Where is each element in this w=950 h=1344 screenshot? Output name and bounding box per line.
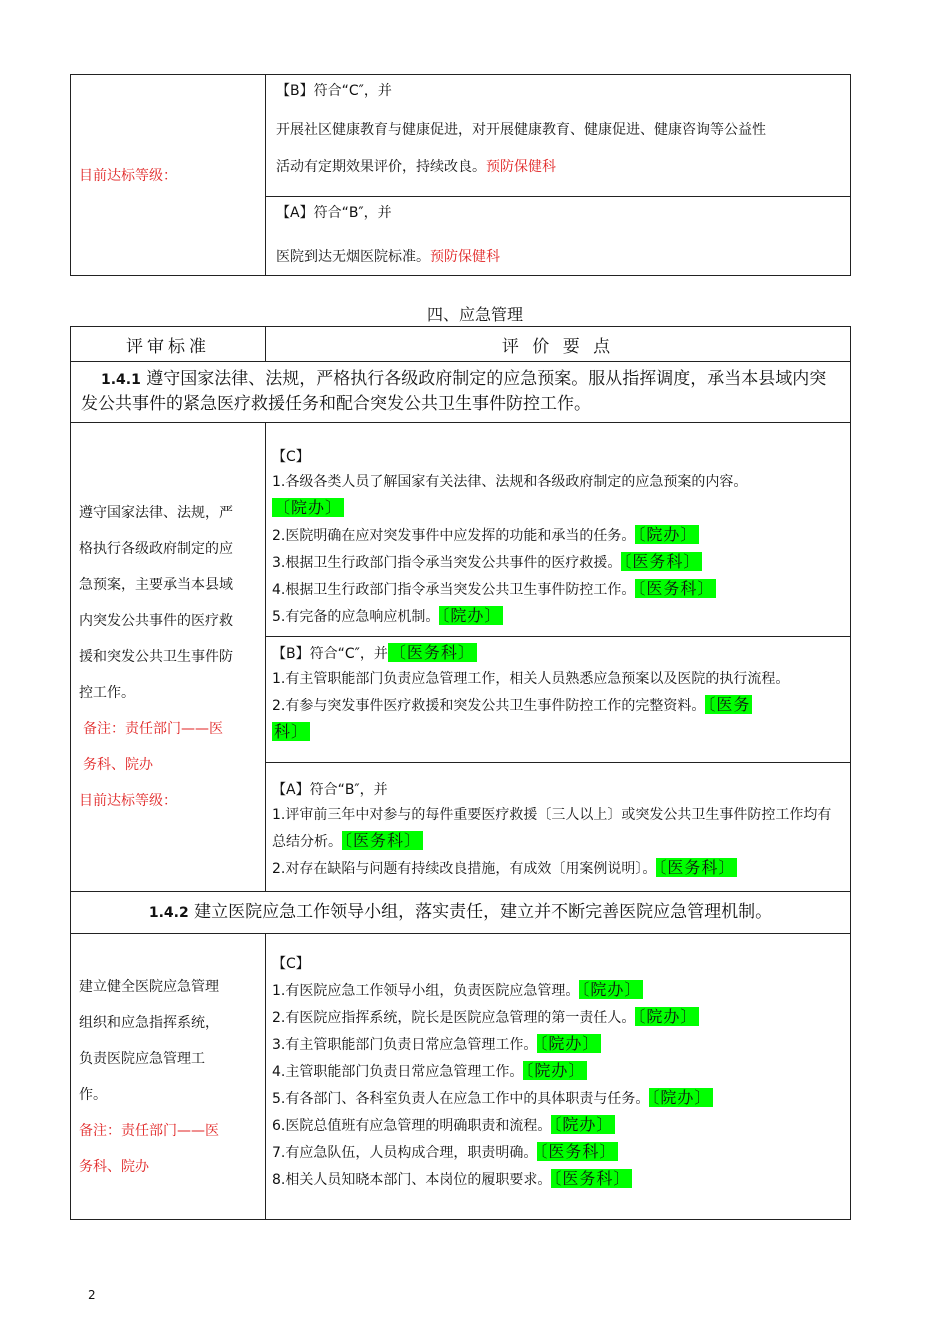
s141-left-line: 格执行各级政府制定的应	[79, 541, 233, 557]
s142-note: 备注：责任部门——医	[79, 1122, 219, 1139]
dept-tag: 〔医务科〕	[389, 643, 475, 662]
c-item: 3.根据卫生行政部门指令承当突发公共事件的医疗救援。	[272, 555, 622, 571]
page-number: 2	[88, 1288, 96, 1302]
top-b-line2: 活动有定期效果评价，持续改良。	[276, 159, 486, 175]
s141-left-line: 内突发公共事件的医疗救	[79, 613, 233, 629]
s141-b-cell	[266, 637, 851, 763]
dept-tag: 〔院办〕	[274, 498, 343, 517]
dept-tag: 〔医务科〕	[539, 1142, 617, 1161]
c-header: 【C】	[272, 449, 310, 465]
a-header: 【A】符合“B″，并	[272, 782, 388, 798]
c-item: 5.有完备的应急响应机制。	[272, 609, 440, 625]
s142-left-line: 组织和应急指挥系统，	[79, 1014, 219, 1031]
top-b-header: 【B】符合“C″，并	[276, 83, 392, 99]
standard-number: 1.4.1	[101, 372, 141, 388]
c-item: 2.有医院应指挥系统，院长是医院应急管理的第一责任人。	[272, 1010, 636, 1026]
col-header-standard: 评审标准	[71, 327, 266, 362]
c-item: 6.医院总值班有应急管理的明确职责和流程。	[272, 1118, 552, 1134]
s141-c-cell	[266, 423, 851, 637]
s142-c-cell	[266, 934, 851, 1220]
top-a-header: 【A】符合“B″，并	[276, 205, 392, 221]
dept-tag: 〔院办〕	[651, 1088, 712, 1107]
c-item: 7.有应急队伍，人员构成合理，职责明确。	[272, 1145, 538, 1161]
level-cell	[71, 75, 266, 276]
col-header-points: 评 价 要 点	[266, 327, 851, 362]
s141-note: 备注：责任部门——医	[83, 721, 223, 737]
c-item: 8.相关人员知晓本部门、本岗位的履职要求。	[272, 1172, 552, 1188]
dept-tag: 〔院办〕	[637, 1007, 698, 1026]
c-item: 5.有各部门、各科室负责人在应急工作中的具体职责与任务。	[272, 1091, 650, 1107]
dept-tag: 〔医务	[707, 695, 751, 714]
standard-text: 遵守国家法律、法规，严格执行各级政府制定的应急预案。服从指挥调度，承当本县域内突发公共事件的紧急医疗救援任务和配合突发公共卫生事件防控工作。	[81, 369, 827, 414]
c-header: 【C】	[272, 956, 310, 972]
level-label: 目前达标等级：	[79, 168, 177, 184]
top-a-line1: 医院到达无烟医院标准。	[276, 249, 430, 265]
standard-number: 1.4.2	[148, 905, 189, 921]
dept-tag: 〔医务科〕	[553, 1169, 631, 1188]
s142-left-line: 建立健全医院应急管理	[79, 978, 219, 995]
standard-text: 建立医院应急工作领导小组，落实责任，建立并不断完善医院应急管理机制。	[194, 902, 773, 922]
s141-note: 务科、院办	[83, 757, 153, 773]
c-item: 3.有主管职能部门负责日常应急管理工作。	[272, 1037, 538, 1053]
dept-tag: 〔医务科〕	[344, 831, 422, 850]
main-table	[70, 326, 851, 1220]
standard-1-4-2	[71, 892, 851, 934]
dept-tag: 〔院办〕	[553, 1115, 614, 1134]
dept-tag: 〔院办〕	[581, 980, 642, 999]
c-item: 4.主管职能部门负责日常应急管理工作。	[272, 1064, 524, 1080]
s142-note: 务科、院办	[79, 1158, 149, 1175]
b-header: 【B】符合“C″，并	[272, 646, 388, 662]
standard-1-4-1	[71, 362, 851, 423]
a-item: 2.对存在缺陷与问题有持续改良措施，有成效〔用案例说明〕。	[272, 861, 657, 877]
dept-tag: 〔医务科〕	[623, 552, 701, 571]
top-a-dept: 预防保健科	[430, 249, 500, 265]
dept-tag: 〔院办〕	[525, 1061, 586, 1080]
b-item: 2.有参与突发事件医疗救援和突发公共卫生事件防控工作的完整资料。	[272, 698, 706, 714]
s141-left-line: 援和突发公共卫生事件防	[79, 649, 233, 665]
top-b-dept: 预防保健科	[486, 159, 556, 175]
a-item: 1.评审前三年中对参与的每件重要医疗救援〔三人以上〕或突发公共卫生事件防控工作均有总结分析。	[272, 807, 832, 850]
b-item: 1.有主管职能部门负责应急管理工作，相关人员熟悉应急预案以及医院的执行流程。	[272, 671, 790, 687]
s141-left-line: 遵守国家法律、法规，严	[79, 505, 233, 521]
c-item: 1.各级各类人员了解国家有关法律、法规和各级政府制定的应急预案的内容。	[272, 474, 748, 490]
s141-a-cell	[266, 763, 851, 892]
s141-left-cell	[71, 423, 266, 892]
s141-left-line: 控工作。	[79, 685, 135, 701]
top-a-cell	[266, 197, 851, 276]
s141-left-line: 急预案，主要承当本县域	[79, 577, 233, 593]
c-item: 1.有医院应急工作领导小组，负责医院应急管理。	[272, 983, 580, 999]
dept-tag: 科〕	[274, 722, 309, 741]
dept-tag: 〔医务科〕	[658, 858, 736, 877]
dept-tag: 〔院办〕	[441, 606, 502, 625]
c-item: 2.医院明确在应对突发事件中应发挥的功能和承当的任务。	[272, 528, 636, 544]
section-title: 四、应急管理	[426, 305, 523, 324]
c-item: 4.根据卫生行政部门指令承当突发公共卫生事件防控工作。	[272, 582, 636, 598]
dept-tag: 〔医务科〕	[637, 579, 715, 598]
top-table	[70, 74, 851, 276]
top-b-line1: 开展社区健康教育与健康促进，对开展健康教育、健康促进、健康咨询等公益性	[276, 122, 766, 138]
s142-left-line: 负责医院应急管理工	[79, 1050, 205, 1067]
s142-left-line: 作。	[79, 1086, 107, 1103]
s141-level-label: 目前达标等级：	[79, 793, 177, 809]
dept-tag: 〔院办〕	[637, 525, 698, 544]
s142-left-cell	[71, 934, 266, 1220]
top-b-cell	[266, 75, 851, 197]
dept-tag: 〔院办〕	[539, 1034, 600, 1053]
